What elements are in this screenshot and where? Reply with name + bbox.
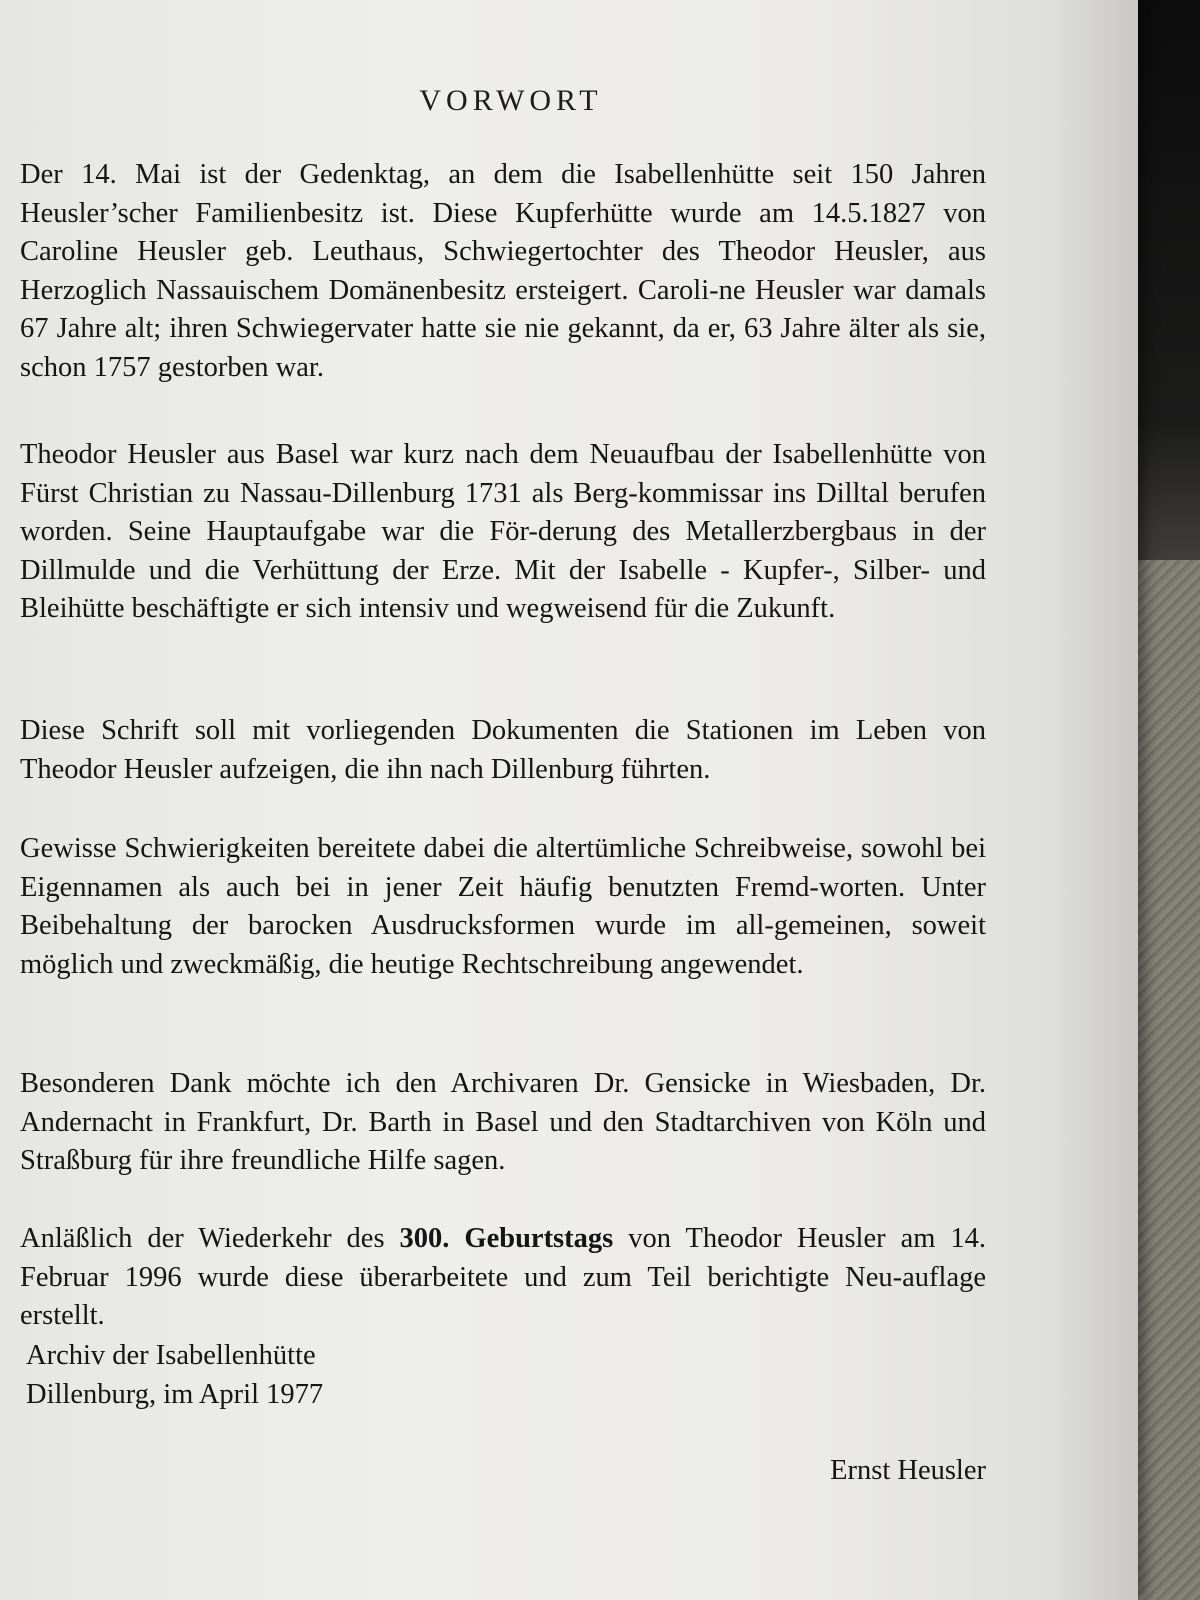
page-heading: VORWORT [419,84,603,117]
paragraph-3: Diese Schrift soll mit vorliegenden Dokumenten die Stationen im Leben von Theodor Heusler aufzeigen, die ihn nach Dillenburg führten. [20,715,986,785]
paragraph-6-end: von Theodor Heusler am 14. Februar 1996 wurde diese überarbeitete und zum Teil berichtigte Neu-auflage erstellt. [20,1223,987,1331]
place-line-2: Dillenburg, im April 1977 [26,1378,324,1410]
paragraph-6-bold: 300. Geburtstags [399,1223,614,1254]
paragraph-2: Theodor Heusler aus Basel war kurz nach dem Neuaufbau der Isabellenhütte von Fürst Christian zu Nassau-Dillenburg 1731 als Berg-kommissar ins Dilltal berufen worden. Seine Hauptaufgabe war die För-derung des Metallerzbergbaus in der Dillmulde und die Verhüttung der Erze. Mit der Isabelle - Kupfer-, Silber- und Bleihütte beschäftigte er sich intensiv und wegweisend für die Zukunft. [20,439,986,624]
place-and-date [26,1337,323,1414]
paragraph-6 [20,1220,986,1336]
place-line-1: Archiv der Isabellenhütte [26,1340,316,1371]
paragraph-4: Gewisse Schwierigkeiten bereitete dabei die altertümliche Schreibweise, sowohl bei Eigennamen als auch bei in jener Zeit häufig benutzten Fremd-worten. Unter Beibehaltung der barocken Ausdrucksformen wurde im all-gemeinen, soweit möglich und zweckmäßig, die heutige Rechtschreibung angewendet. [20,833,986,980]
background-dark-edge [1138,0,1200,600]
paragraph-6-start: Anläßlich der Wiederkehr des [20,1223,400,1254]
paragraph-5: Besonderen Dank möchte ich den Archivaren Dr. Gensicke in Wiesbaden, Dr. Andernacht in Frankfurt, Dr. Barth in Basel und den Stadtarchiven von Köln und Straßburg für ihre freundliche Hilfe sagen. [20,1068,986,1176]
paragraph-1: Der 14. Mai ist der Gedenktag, an dem die Isabellenhütte seit 150 Jahren Heusler’scher Familienbesitz ist. Diese Kupferhütte wurde am 14.5.1827 von Caroline Heusler geb. Leuthaus, Schwiegertochter des Theodor Heusler, aus Herzoglich Nassauischem Domänenbesitz ersteigert. Caroli-ne Heusler war damals 67 Jahre alt; ihren Schwiegervater hatte sie nie gekannt, da er, 63 Jahre älter als sie, schon 1757 gestorben war. [20,159,986,383]
author-signature: Ernst Heusler [830,1455,986,1486]
